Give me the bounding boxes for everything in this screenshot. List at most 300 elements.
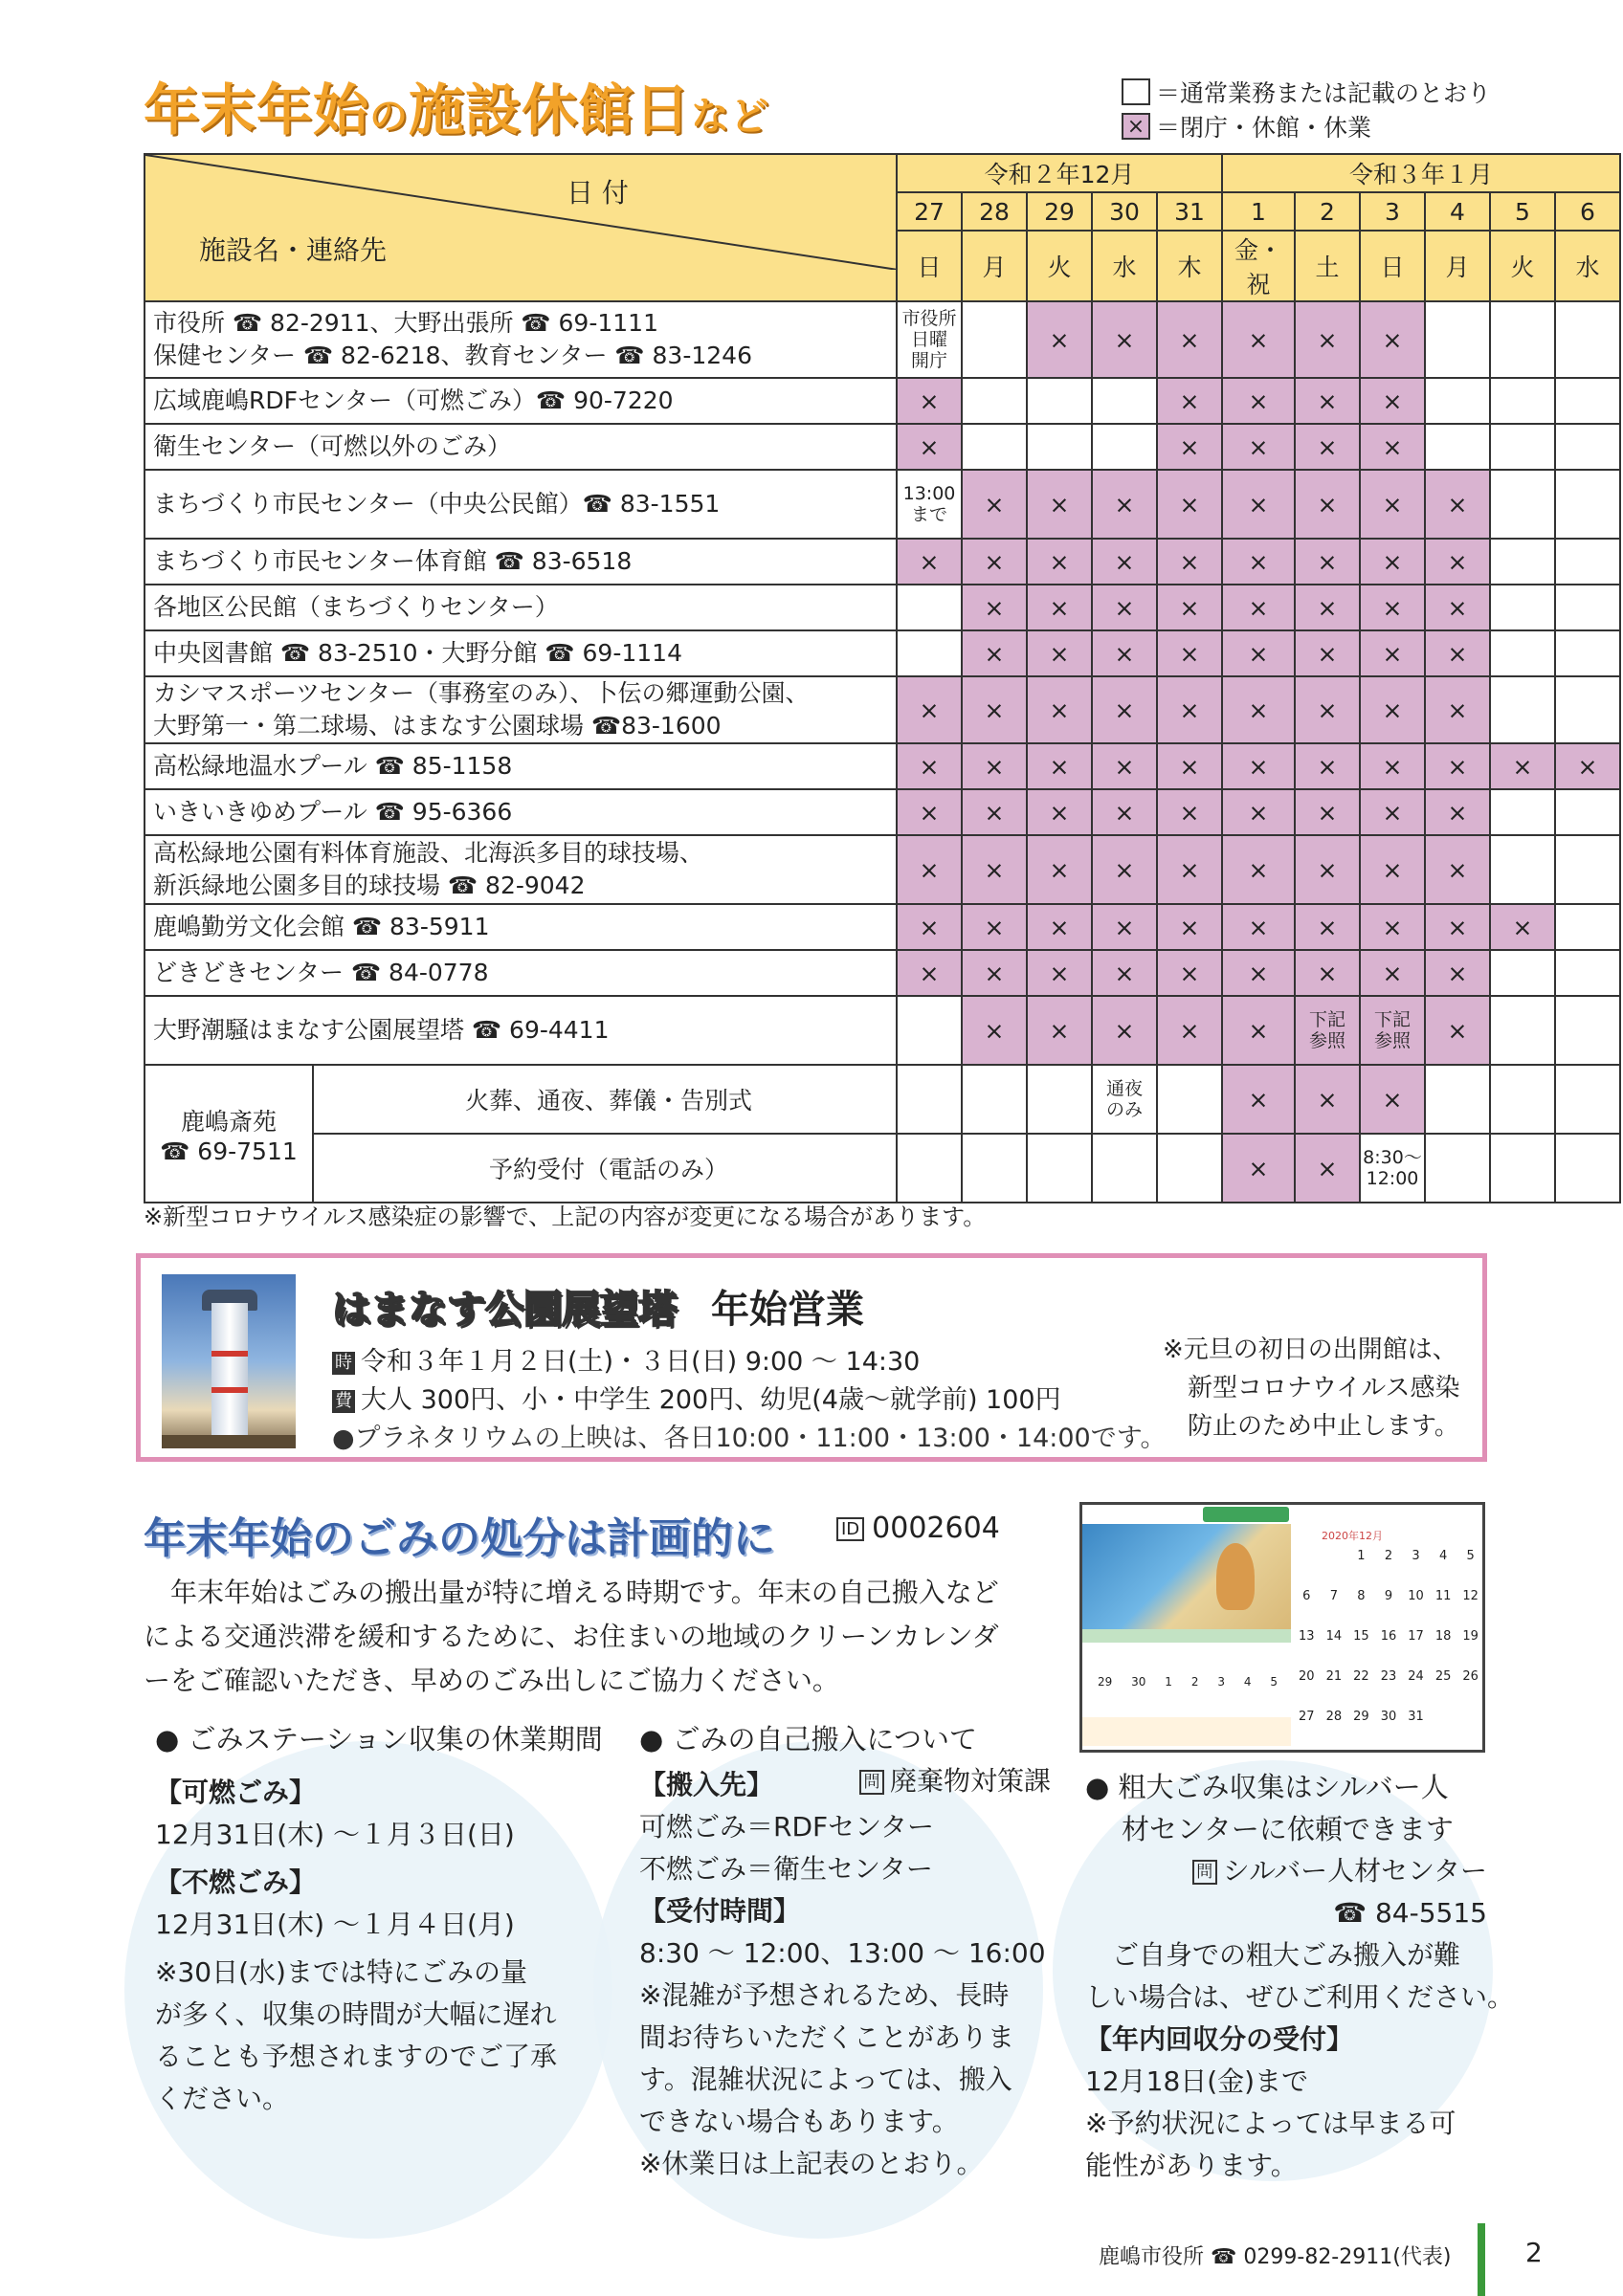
status-cell: [1490, 950, 1555, 996]
garbage-title: 年末年始のごみの処分は計画的に: [144, 1514, 775, 1563]
status-cell: ×: [962, 585, 1027, 630]
day-cell: 3: [1360, 192, 1425, 231]
status-cell: ×: [1425, 585, 1490, 630]
status-cell: ×: [1295, 424, 1360, 470]
status-cell: ×: [1222, 1065, 1295, 1134]
note-line: ることも予想されますのでご了承: [155, 2041, 558, 2072]
calendar-week-row: [1293, 1669, 1484, 1684]
month-header: 令和２年12月: [897, 154, 1222, 192]
legend: [1122, 75, 1491, 144]
legend-closed-label: ＝閉庁・休館・休業: [1156, 114, 1372, 142]
inquiry-icon: 問: [859, 1770, 884, 1795]
calendar-left-pane: [1082, 1505, 1291, 1750]
note-line: 間お待ちいただくことがありま: [639, 2021, 1015, 2053]
day-cell: 4: [1425, 192, 1490, 231]
status-cell: ×: [1027, 904, 1092, 950]
status-cell: ×: [1222, 378, 1295, 424]
status-cell: [1027, 1065, 1092, 1134]
table-row: [145, 470, 1620, 539]
tower-side-note: [1163, 1331, 1459, 1446]
status-cell: [1555, 585, 1620, 630]
page-number: 2: [1525, 2237, 1543, 2268]
status-cell: ×: [1295, 301, 1360, 378]
status-cell: ×: [1360, 835, 1425, 904]
calendar-day: 23: [1380, 1669, 1397, 1684]
status-cell: [1425, 1134, 1490, 1203]
calendar-day: 15: [1353, 1629, 1369, 1644]
status-cell: ×: [1555, 743, 1620, 789]
status-cell: ×: [1157, 743, 1222, 789]
status-cell: ×: [1295, 950, 1360, 996]
status-cell: ×: [962, 835, 1027, 904]
weekday-cell: 月: [962, 231, 1027, 301]
status-cell: ×: [1222, 950, 1295, 996]
status-cell: [1555, 539, 1620, 585]
weekday-cell: 木: [1157, 231, 1222, 301]
calendar-day: 25: [1434, 1669, 1452, 1684]
status-cell: ×: [1027, 950, 1092, 996]
calendar-day: [1295, 1549, 1318, 1563]
weekday-cell: 水: [1555, 231, 1620, 301]
status-cell: ×: [1360, 676, 1425, 743]
day-cell: 28: [962, 192, 1027, 231]
hours-label: 【受付時間】: [639, 1895, 801, 1927]
legend-open-label: ＝通常業務または記載のとおり: [1156, 79, 1492, 107]
table-body: [145, 301, 1620, 1203]
calendar-day: 5: [1466, 1549, 1475, 1563]
col-head: ● ごみの自己搬入について: [639, 1723, 977, 1755]
status-cell: [1555, 950, 1620, 996]
status-cell: ×: [897, 789, 962, 835]
status-cell: 通夜 のみ: [1092, 1065, 1157, 1134]
status-cell: [1555, 424, 1620, 470]
weekday-cell: 水: [1092, 231, 1157, 301]
status-cell: ×: [1295, 835, 1360, 904]
garbage-col-bulky: [1085, 1766, 1515, 2187]
tower-fee: [332, 1379, 1061, 1416]
status-cell: [1092, 424, 1157, 470]
table-row: [145, 539, 1620, 585]
status-cell: ×: [897, 835, 962, 904]
status-cell: ×: [1092, 835, 1157, 904]
status-cell: ×: [897, 539, 962, 585]
status-cell: ×: [1425, 950, 1490, 996]
status-cell: [1490, 630, 1555, 676]
status-cell: ×: [1295, 585, 1360, 630]
facility-cell: 中央図書館 ☎ 83-2510・大野分館 ☎ 69-1114: [145, 630, 897, 676]
status-cell: ×: [1425, 539, 1490, 585]
status-cell: ×: [1425, 904, 1490, 950]
footer-bar: [1478, 2223, 1485, 2296]
status-cell: ×: [1027, 789, 1092, 835]
facility-cell: いきいきゆめプール ☎ 95-6366: [145, 789, 897, 835]
status-cell: ×: [1092, 301, 1157, 378]
calendar-day: 29: [1097, 1675, 1113, 1689]
status-cell: ×: [1222, 743, 1295, 789]
weekday-cell: 火: [1490, 231, 1555, 301]
weekday-cell: 日: [1360, 231, 1425, 301]
status-cell: [962, 1065, 1027, 1134]
facility-cell: まちづくり市民センター体育館 ☎ 83-6518: [145, 539, 897, 585]
time-badge-icon: 時: [332, 1352, 355, 1375]
day-cell: 30: [1092, 192, 1157, 231]
status-cell: [1027, 1134, 1092, 1203]
calendar-day: 3: [1412, 1549, 1420, 1563]
status-cell: ×: [1222, 424, 1295, 470]
status-cell: ×: [1295, 904, 1360, 950]
status-cell: ×: [1092, 676, 1157, 743]
status-cell: ×: [1360, 789, 1425, 835]
note-line: できない場合もあります。: [639, 2106, 959, 2137]
calendar-week-row: [1293, 1589, 1484, 1603]
status-cell: ×: [1360, 950, 1425, 996]
calendar-week-row: [1293, 1710, 1484, 1724]
tower-time: [332, 1340, 920, 1378]
weekday-cell: 月: [1425, 231, 1490, 301]
status-cell: ×: [1295, 743, 1360, 789]
facility-cell: 火葬、通夜、葬儀・告別式: [313, 1065, 897, 1134]
note-line: ※30日(水)までは特にごみの量: [155, 1956, 527, 1988]
body-line: ご自身での粗大ごみ搬入が難: [1112, 1939, 1461, 1971]
status-cell: [1490, 585, 1555, 630]
col-head: ● 粗大ごみ収集はシルバー人: [1085, 1771, 1449, 1803]
status-cell: ×: [1222, 301, 1295, 378]
table-note: ※新型コロナウイルス感染症の影響で、上記の内容が変更になる場合があります。: [144, 1203, 987, 1230]
dest-line: 可燃ごみ＝RDFセンター: [639, 1811, 935, 1843]
status-cell: ×: [897, 904, 962, 950]
note-line: ください。: [155, 2083, 290, 2114]
calendar-day: 1: [1357, 1549, 1366, 1563]
calendar-day: 27: [1299, 1710, 1315, 1724]
status-cell: ×: [1092, 996, 1157, 1065]
status-cell: ×: [1295, 676, 1360, 743]
tower-planetarium: ●プラネタリウムの上映は、各日10:00・11:00・13:00・14:00です。: [332, 1424, 1167, 1453]
status-cell: [1425, 424, 1490, 470]
status-cell: [897, 1065, 962, 1134]
calendar-day: 4: [1243, 1675, 1252, 1689]
open-box-icon: [1122, 78, 1150, 105]
side-note-line: 新型コロナウイルス感染: [1188, 1374, 1460, 1402]
status-cell: [897, 996, 962, 1065]
status-cell: [1490, 996, 1555, 1065]
status-cell: ×: [1425, 789, 1490, 835]
status-cell: ×: [1157, 378, 1222, 424]
calendar-today-bar: [1082, 1717, 1291, 1746]
status-cell: [1157, 1134, 1222, 1203]
calendar-day: 17: [1408, 1629, 1424, 1644]
tower-title: [332, 1279, 864, 1334]
table-row: [145, 835, 1620, 904]
status-cell: [1490, 1134, 1555, 1203]
status-cell: ×: [1490, 743, 1555, 789]
facility-cell: 各地区公民館（まちづくりセンター）: [145, 585, 897, 630]
calendar-beach-image: [1082, 1524, 1291, 1629]
calendar-day: 19: [1462, 1629, 1478, 1644]
calendar-month-label: 2020年12月: [1322, 1530, 1383, 1542]
status-cell: [1490, 1065, 1555, 1134]
status-cell: [1092, 378, 1157, 424]
saien-cell: 鹿嶋斎苑 ☎ 69-7511: [145, 1065, 313, 1203]
status-cell: ×: [1425, 630, 1490, 676]
status-cell: ×: [1425, 996, 1490, 1065]
closed-box-icon: ×: [1122, 113, 1150, 140]
status-cell: 8:30～ 12:00: [1360, 1134, 1425, 1203]
table-row: [145, 1134, 1620, 1203]
status-cell: [1027, 378, 1092, 424]
col-head: ● ごみステーション収集の休業期間: [155, 1723, 603, 1755]
facility-cell: 市役所 ☎ 82-2911、大野出張所 ☎ 69-1111 保健センター ☎ 82-6218、教育センター ☎ 83-1246: [145, 301, 897, 378]
table-row: [145, 676, 1620, 743]
status-cell: ×: [962, 996, 1027, 1065]
facility-cell: 予約受付（電話のみ）: [313, 1134, 897, 1203]
garbage-id-value: 0002604: [872, 1512, 1000, 1545]
status-cell: ×: [1360, 301, 1425, 378]
corner-date-label: 日 付: [567, 177, 629, 209]
title-part: 施設休館日: [409, 77, 692, 143]
calendar-day: 5: [1270, 1675, 1278, 1689]
status-cell: [1555, 301, 1620, 378]
status-cell: ×: [1360, 904, 1425, 950]
status-cell: [962, 378, 1027, 424]
weekday-cell: 土: [1295, 231, 1360, 301]
tower-time-text: 令和３年１月２日(土)・３日(日) 9:00 ～ 14:30: [361, 1347, 921, 1377]
status-cell: [1555, 1134, 1620, 1203]
status-cell: ×: [1092, 789, 1157, 835]
status-cell: ×: [1157, 996, 1222, 1065]
day-cell: 31: [1157, 192, 1222, 231]
status-cell: [1555, 789, 1620, 835]
garbage-intro: [144, 1571, 1024, 1703]
status-cell: [1490, 301, 1555, 378]
title-part: の: [369, 95, 410, 139]
table-corner: [145, 154, 897, 301]
status-cell: ×: [1157, 904, 1222, 950]
status-cell: ×: [1425, 470, 1490, 539]
status-cell: ×: [962, 630, 1027, 676]
status-cell: [1555, 470, 1620, 539]
status-cell: [1425, 301, 1490, 378]
status-cell: ×: [897, 378, 962, 424]
status-cell: ×: [1027, 539, 1092, 585]
calendar-day: 31: [1408, 1710, 1424, 1724]
calendar-day: 26: [1462, 1669, 1478, 1684]
status-cell: [1490, 424, 1555, 470]
table-row: [145, 585, 1620, 630]
facility-cell: 広域鹿嶋RDFセンター（可燃ごみ）☎ 90-7220: [145, 378, 897, 424]
nonburnable-period: 12月31日(木) ～１月４日(月): [155, 1909, 515, 1940]
calendar-day: 9: [1384, 1589, 1393, 1603]
status-cell: 市役所 日曜 開庁: [897, 301, 962, 378]
day-cell: 6: [1555, 192, 1620, 231]
status-cell: ×: [1222, 904, 1295, 950]
status-cell: ×: [1295, 539, 1360, 585]
status-cell: ×: [1157, 676, 1222, 743]
recv-label: 【年内回収分の受付】: [1085, 2023, 1354, 2055]
status-cell: ×: [897, 743, 962, 789]
status-cell: ×: [1222, 835, 1295, 904]
status-cell: ×: [1222, 585, 1295, 630]
tower-fee-text: 大人 300円、小・中学生 200円、幼児(4歳～就学前) 100円: [361, 1385, 1061, 1415]
note-line: 能性があります。: [1085, 2150, 1298, 2181]
status-cell: ×: [1295, 1065, 1360, 1134]
status-cell: [962, 424, 1027, 470]
calendar-day: 2: [1384, 1549, 1393, 1563]
status-cell: ×: [1027, 585, 1092, 630]
status-cell: ×: [1425, 743, 1490, 789]
weekday-cell: 日: [897, 231, 962, 301]
status-cell: [897, 630, 962, 676]
legend-closed: [1122, 109, 1491, 144]
calendar-day: 1: [1165, 1675, 1172, 1689]
burnable-period: 12月31日(木) ～１月３日(日): [155, 1819, 515, 1850]
status-cell: ×: [897, 950, 962, 996]
tower-title-main: はまなす公園展望塔: [332, 1288, 677, 1332]
status-cell: ×: [1360, 424, 1425, 470]
status-cell: [1490, 539, 1555, 585]
mascot-icon: [1216, 1543, 1255, 1610]
status-cell: ×: [1157, 470, 1222, 539]
status-cell: ×: [1295, 1134, 1360, 1203]
status-cell: [1027, 424, 1092, 470]
status-cell: ×: [1222, 470, 1295, 539]
status-cell: ×: [1092, 630, 1157, 676]
month-header: 令和３年１月: [1222, 154, 1620, 192]
status-cell: [1555, 904, 1620, 950]
day-cell: 2: [1295, 192, 1360, 231]
calendar-day: 24: [1408, 1669, 1424, 1684]
calendar-tabs: [1203, 1507, 1289, 1522]
table-row: [145, 996, 1620, 1065]
tower-title-sub: 年始営業: [711, 1288, 864, 1332]
status-cell: ×: [1360, 1065, 1425, 1134]
calendar-day: [1432, 1710, 1455, 1724]
status-cell: [1555, 835, 1620, 904]
status-cell: ×: [1222, 996, 1295, 1065]
table-row: [145, 378, 1620, 424]
calendar-day: 8: [1357, 1589, 1366, 1603]
garbage-col-station: [155, 1718, 605, 2120]
calendar-day: 21: [1325, 1669, 1343, 1684]
table-row: [145, 424, 1620, 470]
day-cell: 1: [1222, 192, 1295, 231]
status-cell: ×: [897, 424, 962, 470]
facility-cell: カシマスポーツセンター（事務室のみ）、卜伝の郷運動公園、 大野第一・第二球場、はまなす公園球場 ☎83-1600: [145, 676, 897, 743]
status-cell: 下記 参照: [1295, 996, 1360, 1065]
table-row: [145, 1065, 1620, 1134]
day-cell: 27: [897, 192, 962, 231]
calendar-day: 30: [1380, 1710, 1397, 1724]
status-cell: ×: [962, 470, 1027, 539]
status-cell: ×: [1027, 835, 1092, 904]
status-cell: [1555, 378, 1620, 424]
table-row: [145, 789, 1620, 835]
status-cell: ×: [962, 904, 1027, 950]
closure-table: [144, 153, 1621, 1203]
status-cell: [1490, 789, 1555, 835]
table-row: [145, 301, 1620, 378]
status-cell: [962, 301, 1027, 378]
status-cell: 下記 参照: [1360, 996, 1425, 1065]
status-cell: 13:00 まで: [897, 470, 962, 539]
status-cell: [1490, 378, 1555, 424]
day-cell: 29: [1027, 192, 1092, 231]
inquiry-tel: ☎ 84-5515: [1333, 1897, 1487, 1929]
calendar-day: 30: [1131, 1675, 1146, 1689]
status-cell: ×: [1157, 539, 1222, 585]
status-cell: ×: [1157, 585, 1222, 630]
status-cell: ×: [1092, 743, 1157, 789]
calendar-day: 14: [1325, 1629, 1343, 1644]
status-cell: ×: [962, 789, 1027, 835]
calendar-day: 13: [1299, 1629, 1315, 1644]
status-cell: [1555, 1065, 1620, 1134]
status-cell: ×: [1157, 424, 1222, 470]
status-cell: ×: [1027, 630, 1092, 676]
calendar-day: [1459, 1710, 1482, 1724]
status-cell: ×: [1092, 904, 1157, 950]
status-cell: [1490, 835, 1555, 904]
col-head: 材センターに依頼できます: [1122, 1813, 1454, 1845]
status-cell: ×: [1360, 585, 1425, 630]
tower-photo: [162, 1274, 296, 1448]
status-cell: ×: [1222, 539, 1295, 585]
calendar-month-grid: [1293, 1514, 1484, 1744]
calendar-day: 3: [1217, 1675, 1225, 1689]
status-cell: ×: [1092, 470, 1157, 539]
footer-org: 鹿嶋市役所 ☎ 0299-82-2911(代表): [1099, 2245, 1452, 2269]
status-cell: ×: [1360, 630, 1425, 676]
status-cell: [1555, 676, 1620, 743]
status-cell: [1425, 1065, 1490, 1134]
status-cell: ×: [1295, 378, 1360, 424]
inquiry-icon: 問: [1192, 1860, 1217, 1885]
calendar-day: 16: [1380, 1629, 1397, 1644]
status-cell: ×: [1222, 789, 1295, 835]
status-cell: ×: [1222, 676, 1295, 743]
status-cell: [1490, 470, 1555, 539]
status-cell: ×: [1027, 743, 1092, 789]
status-cell: ×: [1092, 950, 1157, 996]
status-cell: ×: [1295, 630, 1360, 676]
legend-open: [1122, 75, 1491, 109]
status-cell: [1490, 676, 1555, 743]
note-line: す。混雑状況によっては、搬入: [639, 2064, 1012, 2095]
garbage-intro-text: 年末年始はごみの搬出量が特に増える時期です。年末の自己搬入などによる交通渋滞を緩和するために、お住まいの地域のクリーンカレンダーをご確認いただき、早めのごみ出しにご協力ください。: [144, 1577, 999, 1696]
status-cell: ×: [1295, 470, 1360, 539]
status-cell: ×: [1222, 1134, 1295, 1203]
calendar-week-row: [1293, 1629, 1484, 1644]
calendar-banner: [1082, 1629, 1291, 1643]
calendar-day: 28: [1325, 1710, 1343, 1724]
dest-line: 不燃ごみ＝衛生センター: [639, 1853, 933, 1885]
calendar-day: 18: [1434, 1629, 1452, 1644]
status-cell: ×: [1157, 950, 1222, 996]
status-cell: [1425, 378, 1490, 424]
status-cell: ×: [1295, 789, 1360, 835]
calendar-week-row: [1293, 1549, 1484, 1563]
status-cell: ×: [1027, 470, 1092, 539]
side-note-line: ※元旦の初日の出開館は、: [1163, 1336, 1457, 1364]
calendar-day: 12: [1462, 1589, 1478, 1603]
title-part: 年末年始: [144, 77, 370, 143]
status-cell: ×: [962, 676, 1027, 743]
fee-badge-icon: 費: [332, 1390, 355, 1413]
note-line: が多く、収集の時間が大幅に遅れ: [155, 1998, 557, 2030]
status-cell: ×: [1027, 301, 1092, 378]
status-cell: ×: [1027, 996, 1092, 1065]
status-cell: ×: [1360, 539, 1425, 585]
status-cell: ×: [962, 950, 1027, 996]
